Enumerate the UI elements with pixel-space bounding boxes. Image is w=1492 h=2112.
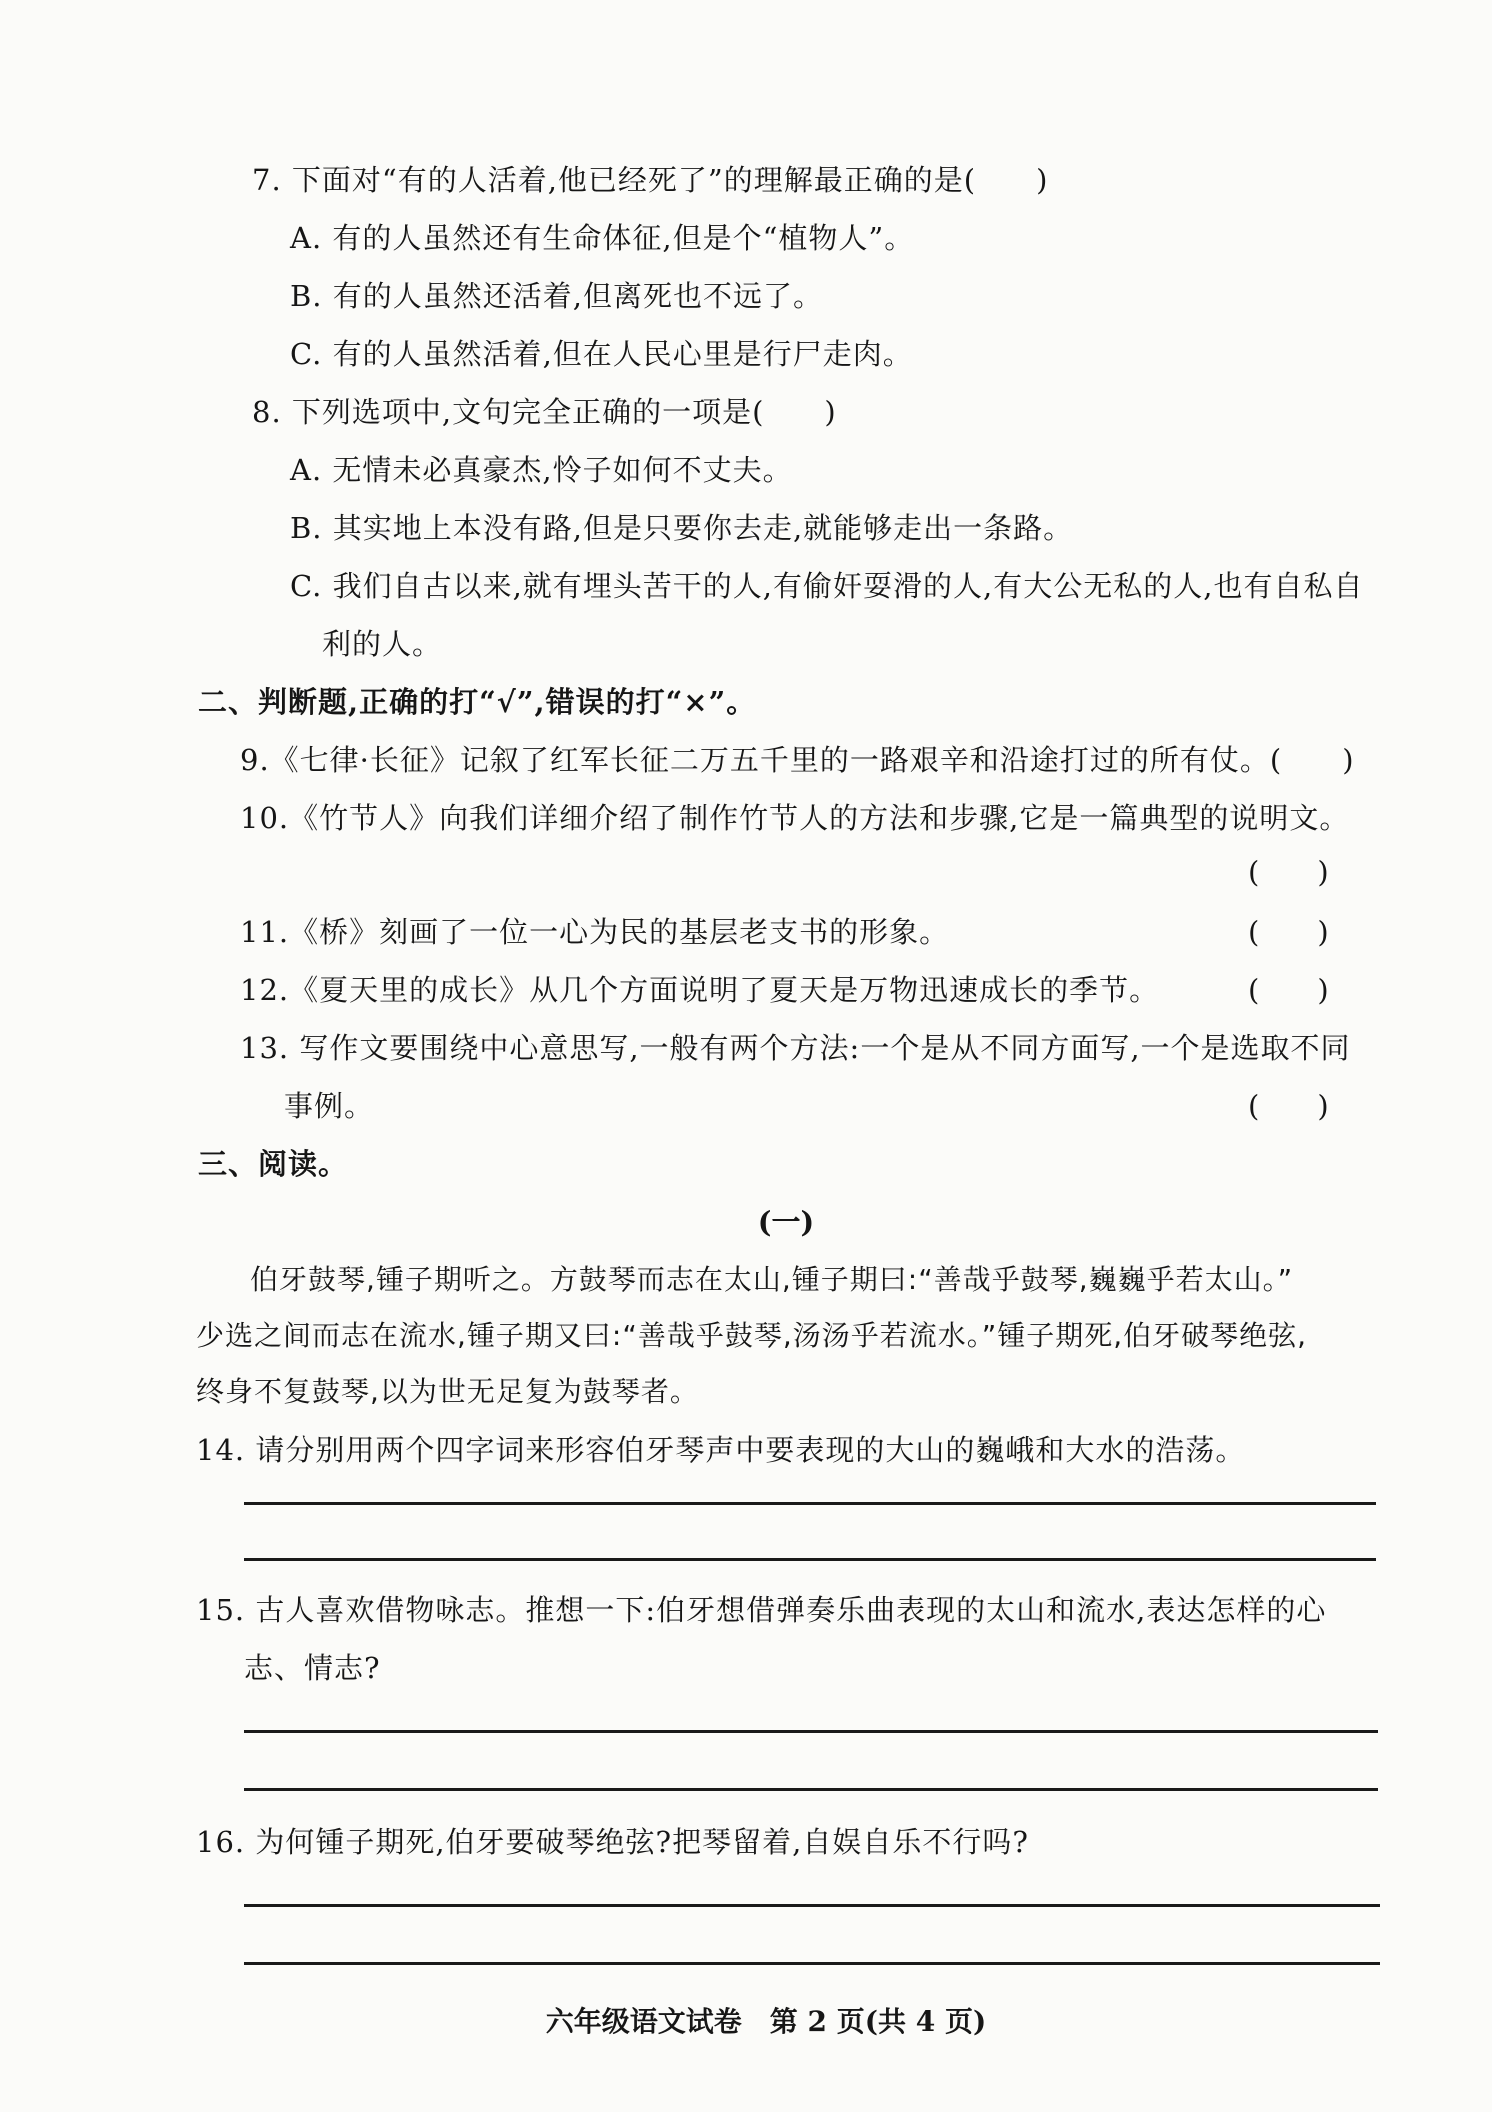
- question-11: 11.《桥》刻画了一位一心为民的基层老支书的形象。: [240, 915, 950, 949]
- question-12-answer-blank[interactable]: ( ): [1248, 973, 1329, 1007]
- question-7-option-b: B. 有的人虽然还活着,但离死也不远了。: [290, 279, 823, 313]
- answer-line[interactable]: [244, 1502, 1376, 1505]
- answer-line[interactable]: [244, 1904, 1380, 1907]
- answer-line[interactable]: [244, 1962, 1380, 1965]
- question-15: 15. 古人喜欢借物咏志。推想一下:伯牙想借弹奏乐曲表现的太山和流水,表达怎样的心: [196, 1593, 1327, 1627]
- question-12: 12.《夏天里的成长》从几个方面说明了夏天是万物迅速成长的季节。: [240, 973, 1160, 1007]
- question-8-option-a: A. 无情未必真豪杰,怜子如何不丈夫。: [290, 453, 793, 487]
- passage-line-1: 伯牙鼓琴,锺子期听之。方鼓琴而志在太山,锺子期曰:“善哉乎鼓琴,巍巍乎若太山。”: [250, 1263, 1294, 1296]
- answer-line[interactable]: [244, 1558, 1376, 1561]
- question-7-option-c: C. 有的人虽然活着,但在人民心里是行尸走肉。: [290, 337, 913, 371]
- page-footer: 六年级语文试卷 第 2 页(共 4 页): [545, 2005, 987, 2038]
- passage-line-3: 终身不复鼓琴,以为世无足复为鼓琴者。: [196, 1375, 699, 1408]
- section-3-title: 三、阅读。: [198, 1147, 349, 1181]
- question-7-option-a: A. 有的人虽然还有生命体征,但是个“植物人”。: [290, 221, 915, 255]
- passage-subtitle: (一): [757, 1205, 815, 1239]
- answer-line[interactable]: [244, 1730, 1378, 1733]
- question-15-cont: 志、情志?: [244, 1651, 381, 1685]
- question-8-option-c-cont: 利的人。: [322, 627, 443, 661]
- question-16: 16. 为何锺子期死,伯牙要破琴绝弦?把琴留着,自娱自乐不行吗?: [196, 1825, 1029, 1859]
- question-14: 14. 请分别用两个四字词来形容伯牙琴声中要表现的大山的巍峨和大水的浩荡。: [196, 1433, 1246, 1467]
- answer-line[interactable]: [244, 1788, 1378, 1791]
- question-13-cont: 事例。: [284, 1089, 375, 1123]
- question-8-stem: 8. 下列选项中,文句完全正确的一项是( ): [252, 395, 837, 429]
- question-8-option-b: B. 其实地上本没有路,但是只要你去走,就能够走出一条路。: [290, 511, 1074, 545]
- question-10: 10.《竹节人》向我们详细介绍了制作竹节人的方法和步骤,它是一篇典型的说明文。: [240, 801, 1350, 835]
- question-10-answer-blank[interactable]: ( ): [1248, 855, 1329, 889]
- question-8-option-c: C. 我们自古以来,就有埋头苦干的人,有偷奸耍滑的人,有大公无私的人,也有自私自: [290, 569, 1364, 603]
- question-11-answer-blank[interactable]: ( ): [1248, 915, 1329, 949]
- question-13: 13. 写作文要围绕中心意思写,一般有两个方法:一个是从不同方面写,一个是选取不同: [240, 1031, 1351, 1065]
- passage-line-2: 少选之间而志在流水,锺子期又曰:“善哉乎鼓琴,汤汤乎若流水。”锺子期死,伯牙破琴绝弦,: [196, 1319, 1308, 1352]
- question-9: 9.《七律·长征》记叙了红军长征二万五千里的一路艰辛和沿途打过的所有仗。( ): [240, 743, 1355, 777]
- section-2-title: 二、判断题,正确的打“√”,错误的打“×”。: [198, 685, 757, 719]
- question-13-answer-blank[interactable]: ( ): [1248, 1089, 1329, 1123]
- question-7-stem: 7. 下面对“有的人活着,他已经死了”的理解最正确的是( ): [252, 163, 1049, 197]
